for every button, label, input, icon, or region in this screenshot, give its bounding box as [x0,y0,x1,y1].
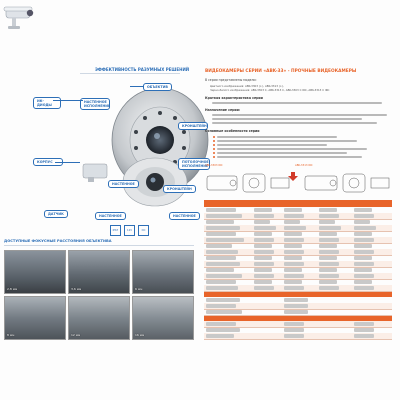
focal-thumb-4 [4,296,66,340]
focal-caption-3: 6 мм [135,287,143,291]
series-title-main: ВИДЕОКАМЕРЫ СЕРИИ «ABK-33» [205,69,287,74]
callout-bracket: КРОНШТЕЙН [178,122,208,130]
callout-line [130,86,143,87]
section-features: Основные особенности серии [205,129,260,133]
badge-ip: IP67 [110,225,121,236]
bullet [213,152,215,154]
focal-caption-6: 16 мм [135,333,145,337]
section-brief: Краткая характеристика серии [205,96,263,100]
callout-wall-3: НАСТЕННОЕ [169,212,200,220]
badge-dc: DC [138,225,149,236]
callout-wall-4: НАСТЕННОЕ [95,212,126,220]
series-subtitle: В серии представлены модели: [205,78,257,82]
callout-lens: ОБЪЕКТИВ [143,83,172,91]
text-line [212,102,382,104]
focal-caption-4: 8 мм [7,333,15,337]
spec-table-header [204,200,392,207]
callout-body: КОРПУС [33,158,63,166]
text-line [217,156,362,158]
technical-drawings [205,170,393,198]
bullet [213,144,215,146]
callout-wall: НАСТЕННОЕ ИСПОЛНЕНИЕ [80,98,110,110]
callout-ceiling: ПОТОЛОЧНОЕ ИСПОЛНЕНИЕ [178,158,210,170]
text-line [217,152,347,154]
text-line [212,122,377,124]
callout-sensor: ДАТЧИК [44,210,68,218]
table-row [204,309,392,316]
focal-thumb-1 [4,250,66,294]
model-line-2: Черно-белого изображения: ABK-3303 C, ABK-3313 C, ABK-3303 C IRC, ABK-3313 C IRC [210,88,330,92]
focal-thumb-5 [68,296,130,340]
focal-caption-1: 2,8 мм [7,287,18,291]
spec-section-bar [204,292,392,297]
callout-bracket-2: КРОНШТЕЙН [163,185,196,193]
focal-rule [4,245,194,246]
bullet [213,148,215,150]
text-line [212,118,362,120]
bullet-camera-image [2,2,38,34]
focal-heading: ДОСТУПНЫЕ ФОКУСНЫЕ РАССТОЯНИЯ ОБЪЕКТИВА [4,239,112,243]
focal-caption-5: 12 мм [71,333,81,337]
section-purpose: Назначение серии: [205,108,241,112]
table-row [204,285,392,292]
focal-thumb-2 [68,250,130,294]
heading-rule [80,73,180,74]
drawing-label-1: ABK-3303 IRC [205,164,223,167]
text-line [217,136,337,138]
text-line [217,144,327,146]
badge-voltage: 12V [124,225,135,236]
bullet [213,136,215,138]
series-title-sub: - ПРОЧНЫЕ ВИДЕОКАМЕРЫ [286,69,357,74]
drawing-label-2: ABK-3313 IRC [295,164,313,167]
focal-caption-2: 3,6 мм [71,287,82,291]
bullet [213,140,215,142]
focal-thumb-3 [132,250,194,294]
callout-ir: ИК-ДИОДЫ [33,97,61,109]
callout-line [55,162,80,163]
left-heading: ЭФФЕКТИВНОСТЬ РАЗУМНЫХ РЕШЕНИЙ [95,67,190,72]
text-line [212,114,387,116]
spec-section-bar [204,316,392,321]
bracket-image [80,160,110,184]
bullet [213,156,215,158]
series-title [205,69,356,74]
text-line [217,148,367,150]
feature-badges [110,225,149,236]
text-line [217,140,357,142]
callout-line [53,100,83,101]
callout-wall-2: НАСТЕННОЕ [108,180,139,188]
focal-thumb-6 [132,296,194,340]
table-row [204,333,392,340]
model-line-1: Цветного изображения: ABK-3303 (с.), ABK-3313 (с.), [210,84,285,88]
